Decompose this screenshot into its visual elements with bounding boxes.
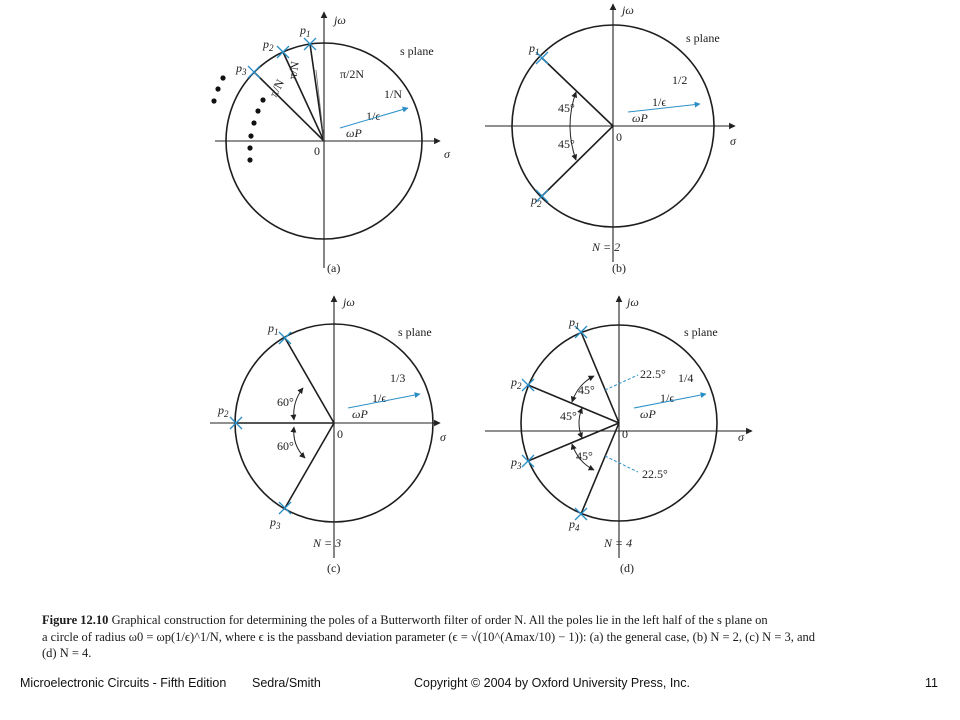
radius-exp: 1/4 [678,371,694,385]
pole-marker-p2 [277,46,289,58]
pole-label-p2: $p_2$ [511,375,522,391]
pole-label-p3: $p_3$ [270,515,281,531]
more-poles-dots [211,75,265,162]
order-label: N = 2 [592,240,621,254]
s-plane-label: s plane [686,31,720,45]
caption-text-1: Graphical construction for determining the poles of a Butterworth filter of order N. All the poles lie in the left half of the s plane on [111,613,768,627]
order-label: N = 3 [313,536,342,550]
angle-top: 45° [558,101,575,115]
angle-bottom: 45° [558,137,575,151]
jw-label: jω [627,295,639,309]
origin-label: 0 [616,130,622,144]
radius-omega: ωP [632,111,648,125]
figure-caption [42,612,912,662]
sigma-label: σ [738,430,744,444]
origin-label: 0 [314,144,320,158]
panel-a [0,0,480,300]
order-label: N = 4 [604,536,633,550]
pole-label-p4: $p_4$ [569,517,580,533]
pole-label-p1: $p_1$ [300,23,311,39]
panel-label: (a) [327,261,341,275]
footer-book: Microelectronic Circuits - Fifth Edition [20,676,227,690]
jw-label: jω [334,13,346,27]
pole-label-p1: $p_1$ [569,315,580,331]
pole-line-p1 [285,338,334,423]
pole-label-p2: $p_2$ [531,193,542,209]
angle-pi-over-2n: π/2N [340,67,365,81]
angle-pi-over-n-1: π/N [285,60,303,81]
jw-label: jω [622,3,634,17]
pole-label-p3: $p_3$ [236,61,247,77]
origin-label: 0 [337,427,343,441]
s-plane-label: s plane [400,44,434,58]
angle-top: 60° [277,395,294,409]
angle-bottom: 60° [277,439,294,453]
radius-frac: 1/ϵ [372,391,387,405]
caption-title: Figure 12.10 [42,613,109,627]
pole-marker-p3 [279,502,291,514]
pole-line-p3 [254,72,324,141]
angle-45-top: 45° [578,383,595,397]
sigma-label: σ [440,430,446,444]
radius-frac: 1/ϵ [652,95,667,109]
radius-frac: 1/ϵ [660,391,675,405]
callout-225-top [605,375,638,390]
radius-omega: ωP [346,126,362,140]
origin-label: 0 [622,427,628,441]
pole-marker-p1 [279,332,291,344]
radius-exp: 1/2 [672,73,688,87]
pole-marker-p2 [522,379,534,391]
angle-45-bottom: 45° [576,449,593,463]
s-plane-label: s plane [398,325,432,339]
panel-b [480,0,960,300]
angle-arc-bottom [294,427,305,458]
pole-label-p1: $p_1$ [268,321,279,337]
jw-label: jω [343,295,355,309]
radius-exp: 1/3 [390,371,406,385]
pole-marker-p3 [248,66,260,78]
caption-line-2: a circle of radius ω0 = ωp(1/ϵ)^1/N, where ϵ is the passband deviation parameter (ϵ = √(10^(Amax/10) − 1)): (a) the general case, (b) N = 2, (c) N = 3, and [42,629,816,644]
pole-marker-p3 [522,455,534,467]
footer-authors: Sedra/Smith [252,676,321,690]
angle-225-top: 22.5° [640,367,666,381]
sigma-label: σ [444,147,450,161]
s-plane-label: s plane [684,325,718,339]
sigma-label: σ [730,134,736,148]
pole-line-p3 [285,423,334,508]
angle-45-middle: 45° [560,409,577,423]
pole-marker-p4 [575,508,587,520]
angle-arc-middle [579,408,582,438]
pole-label-p2: $p_2$ [263,37,274,53]
pole-label-p3: $p_3$ [511,455,522,471]
panel-c [0,290,480,590]
panel-label: (d) [620,561,634,575]
radius-omega: ωP [352,407,368,421]
angle-pi-over-n-2: π/N [266,76,288,100]
pole-label-p1: $p_1$ [529,41,540,57]
radius-frac: 1/ϵ [366,109,381,123]
ref-line [316,70,324,141]
panel-d [480,290,960,590]
pole-line-p1 [542,58,613,126]
panel-label: (b) [612,261,626,275]
footer-copyright: Copyright © 2004 by Oxford University Press, Inc. [414,676,690,690]
angle-225-bottom: 22.5° [642,467,668,481]
pole-line-p2 [542,126,613,196]
callout-225-bottom [605,456,638,472]
angle-arc-top [294,388,303,420]
footer-page-number: 11 [925,676,938,690]
caption-line-1 [42,612,912,629]
pole-label-p2: $p_2$ [218,403,229,419]
caption-line-3: (d) N = 4. [42,646,92,660]
radius-exp: 1/N [384,87,402,101]
panel-label: (c) [327,561,341,575]
radius-omega: ωP [640,407,656,421]
